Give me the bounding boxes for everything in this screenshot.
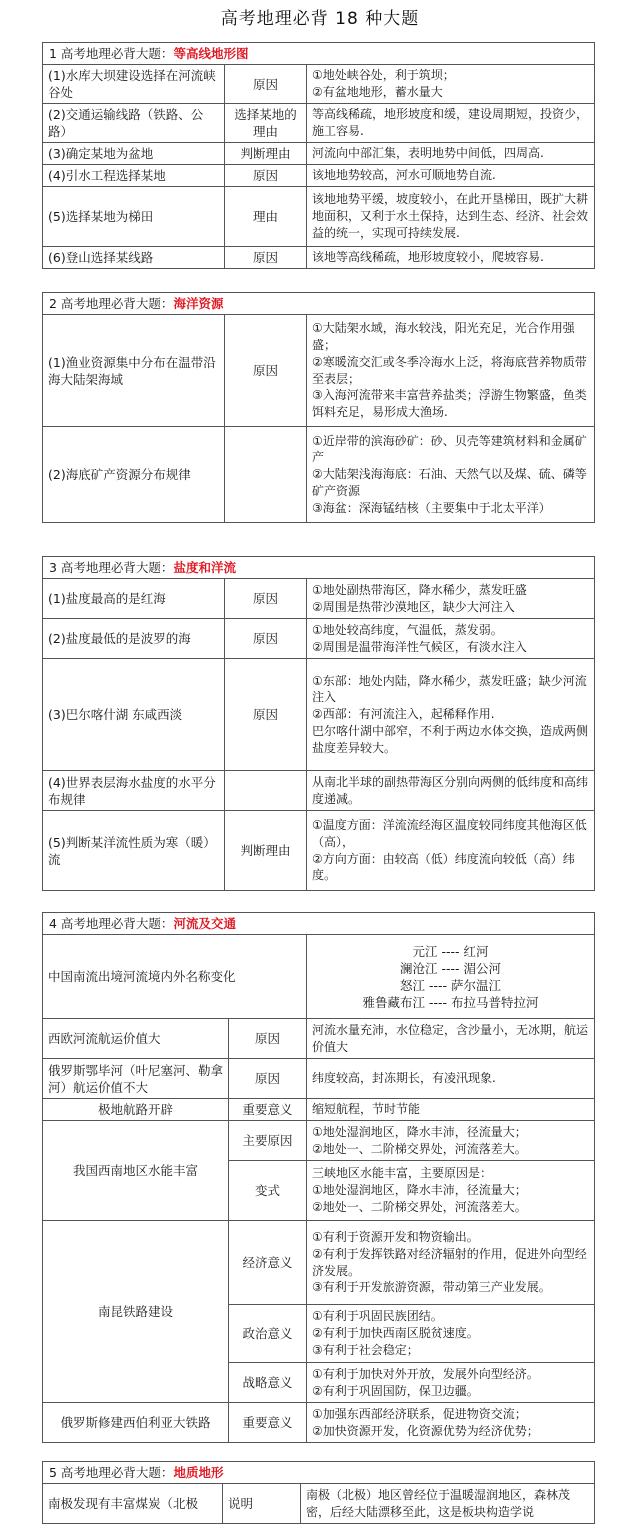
- type-cell: 原因: [225, 315, 307, 427]
- type-cell: 原因: [225, 65, 307, 104]
- answer-cell: 纬度较高，封冻期长，有凌汛现象.: [307, 1059, 595, 1099]
- type-cell: 经济意义: [229, 1221, 307, 1305]
- section-1-table: [42, 42, 595, 269]
- type-cell: 原因: [225, 579, 307, 619]
- question-cell: (1)盐度最高的是红海: [43, 579, 225, 619]
- question-cell: 西欧河流航运价值大: [43, 1019, 229, 1059]
- question-cell: (2)交通运输线路（铁路、公路）: [43, 104, 225, 143]
- type-cell: 重要意义: [229, 1403, 307, 1443]
- type-cell: 判断理由: [225, 811, 307, 891]
- section-4-header: 4 高考地理必背大题：河流及交通: [43, 913, 595, 935]
- answer-cell: ①地处副热带海区，降水稀少，蒸发旺盛 ②周围是热带沙漠地区，缺少大河注入: [307, 579, 595, 619]
- section-5-table: [42, 1461, 595, 1524]
- section-3-table: [42, 556, 595, 891]
- answer-cell: ①东部：地处内陆，降水稀少，蒸发旺盛；缺少河流注入 ②西部：有河流注入，起稀释作用. 巴尔喀什湖中部窄，不利于两边水体交换，造成两侧盐度差异较大。: [307, 659, 595, 771]
- type-cell: 重要意义: [229, 1099, 307, 1121]
- answer-cell: ①地处峡谷处，利于筑坝； ②有盆地地形，蓄水量大: [307, 65, 595, 104]
- question-cell: (1)渔业资源集中分布在温带沿海大陆架海域: [43, 315, 225, 427]
- answer-cell: 等高线稀疏，地形坡度和缓，建设周期短，投资少，施工容易.: [307, 104, 595, 143]
- question-cell: 俄罗斯修建西伯利亚大铁路: [43, 1403, 229, 1443]
- type-cell: 说明: [223, 1484, 301, 1524]
- type-cell: 原因: [225, 659, 307, 771]
- question-cell: 俄罗斯鄂毕河（叶尼塞河、勒拿河）航运价值不大: [43, 1059, 229, 1099]
- page-title: 高考地理必背 18 种大题: [220, 9, 420, 29]
- type-cell: 原因: [225, 247, 307, 269]
- type-cell: 战略意义: [229, 1363, 307, 1403]
- question-cell: 南昆铁路建设: [43, 1221, 229, 1403]
- question-cell: (6)登山选择某线路: [43, 247, 225, 269]
- question-cell: 极地航路开辟: [43, 1099, 229, 1121]
- question-cell: 我国西南地区水能丰富: [43, 1121, 229, 1221]
- river-name-list: 元江 ---- 红河 澜沧江 ---- 湄公河 怒江 ---- 萨尔温江 雅鲁藏布江 ---- 布拉马普特拉河: [307, 935, 595, 1019]
- question-cell: (3)确定某地为盆地: [43, 143, 225, 165]
- type-cell: 原因: [225, 165, 307, 187]
- type-cell: 原因: [229, 1059, 307, 1099]
- question-cell: (2)盐度最低的是波罗的海: [43, 619, 225, 659]
- answer-cell: 南极（北极）地区曾经位于温暖湿润地区，森林茂密，后经大陆漂移至此，这是板块构造学说: [301, 1484, 595, 1524]
- type-cell: 理由: [225, 187, 307, 247]
- answer-cell: ①地处较高纬度，气温低，蒸发弱。 ②周围是温带海洋性气候区，有淡水注入: [307, 619, 595, 659]
- section-3-header: 3 高考地理必背大题：盐度和洋流: [43, 557, 595, 579]
- question-cell: 中国南流出境河流境内外名称变化: [43, 935, 307, 1019]
- type-cell: [225, 771, 307, 811]
- type-cell: 原因: [225, 619, 307, 659]
- section-2-header: 2 高考地理必背大题：海洋资源: [43, 293, 595, 315]
- answer-cell: ①地处湿润地区，降水丰沛，径流量大； ②地处一、二阶梯交界处，河流落差大。: [307, 1121, 595, 1161]
- answer-cell: ①加强东西部经济联系，促进物资交流； ②加快资源开发，化资源优势为经济优势；: [307, 1403, 595, 1443]
- answer-cell: 从南北半球的副热带海区分别向两侧的低纬度和高纬度递减。: [307, 771, 595, 811]
- question-cell: (5)选择某地为梯田: [43, 187, 225, 247]
- question-cell: 南极发现有丰富煤炭（北极: [43, 1484, 223, 1524]
- answer-cell: 河流向中部汇集，表明地势中间低，四周高.: [307, 143, 595, 165]
- type-cell: 主要原因: [229, 1121, 307, 1161]
- section-1-header: 1 高考地理必背大题：等高线地形图: [43, 43, 595, 65]
- section-2-table: [42, 292, 595, 523]
- type-cell: 政治意义: [229, 1305, 307, 1363]
- answer-cell: 三峡地区水能丰富，主要原因是： ①地处湿润地区，降水丰沛，径流量大； ②地处一、二阶梯交界处，河流落差大。: [307, 1161, 595, 1221]
- answer-cell: ①有利于加快对外开放，发展外向型经济。 ②有利于巩固国防，保卫边疆。: [307, 1363, 595, 1403]
- section-4-table: [42, 912, 595, 1443]
- type-cell: 变式: [229, 1161, 307, 1221]
- answer-cell: ①温度方面：洋流流经海区温度较同纬度其他海区低（高）， ②方向方面：由较高（低）纬度流向较低（高）纬度。: [307, 811, 595, 891]
- answer-cell: ①有利于巩固民族团结。 ②有利于加快西南区脱贫速度。 ③有利于社会稳定；: [307, 1305, 595, 1363]
- question-cell: (4)世界表层海水盐度的水平分布规律: [43, 771, 225, 811]
- answer-cell: 该地地势平缓，坡度较小，在此开垦梯田，既扩大耕地面积，又利于水土保持，达到生态、经济、社会效益的统一，实现可持续发展.: [307, 187, 595, 247]
- question-cell: (3)巴尔喀什湖 东咸西淡: [43, 659, 225, 771]
- answer-cell: 该地地势较高，河水可顺地势自流.: [307, 165, 595, 187]
- question-cell: (4)引水工程选择某地: [43, 165, 225, 187]
- question-cell: (5)判断某洋流性质为寒（暖）流: [43, 811, 225, 891]
- answer-cell: ①有利于资源开发和物资输出。 ②有利于发挥铁路对经济辐射的作用，促进外向型经济发展。 ③有利于开发旅游资源，带动第三产业发展。: [307, 1221, 595, 1305]
- answer-cell: 该地等高线稀疏，地形坡度较小，爬坡容易.: [307, 247, 595, 269]
- type-cell: 选择某地的理由: [225, 104, 307, 143]
- type-cell: 判断理由: [225, 143, 307, 165]
- question-cell: (2)海底矿产资源分布规律: [43, 427, 225, 523]
- answer-cell: 缩短航程，节时节能: [307, 1099, 595, 1121]
- type-cell: [225, 427, 307, 523]
- answer-cell: ①大陆架水域，海水较浅，阳光充足，光合作用强盛； ②寒暖流交汇或冬季冷海水上泛，将海底营养物质带至表层； ③入海河流带来丰富营养盐类；浮游生物繁盛，鱼类饵料充足，易形成大渔场.: [307, 315, 595, 427]
- section-5-header: 5 高考地理必背大题：地质地形: [43, 1462, 595, 1484]
- type-cell: 原因: [229, 1019, 307, 1059]
- answer-cell: 河流水量充沛，水位稳定，含沙量小，无冰期，航运价值大: [307, 1019, 595, 1059]
- question-cell: (1)水库大坝建设选择在河流峡谷处: [43, 65, 225, 104]
- answer-cell: ①近岸带的滨海砂矿：砂、贝壳等建筑材料和金属矿产 ②大陆架浅海海底：石油、天然气以及煤、硫、磷等矿产资源 ③海盆：深海锰结核（主要集中于北太平洋）: [307, 427, 595, 523]
